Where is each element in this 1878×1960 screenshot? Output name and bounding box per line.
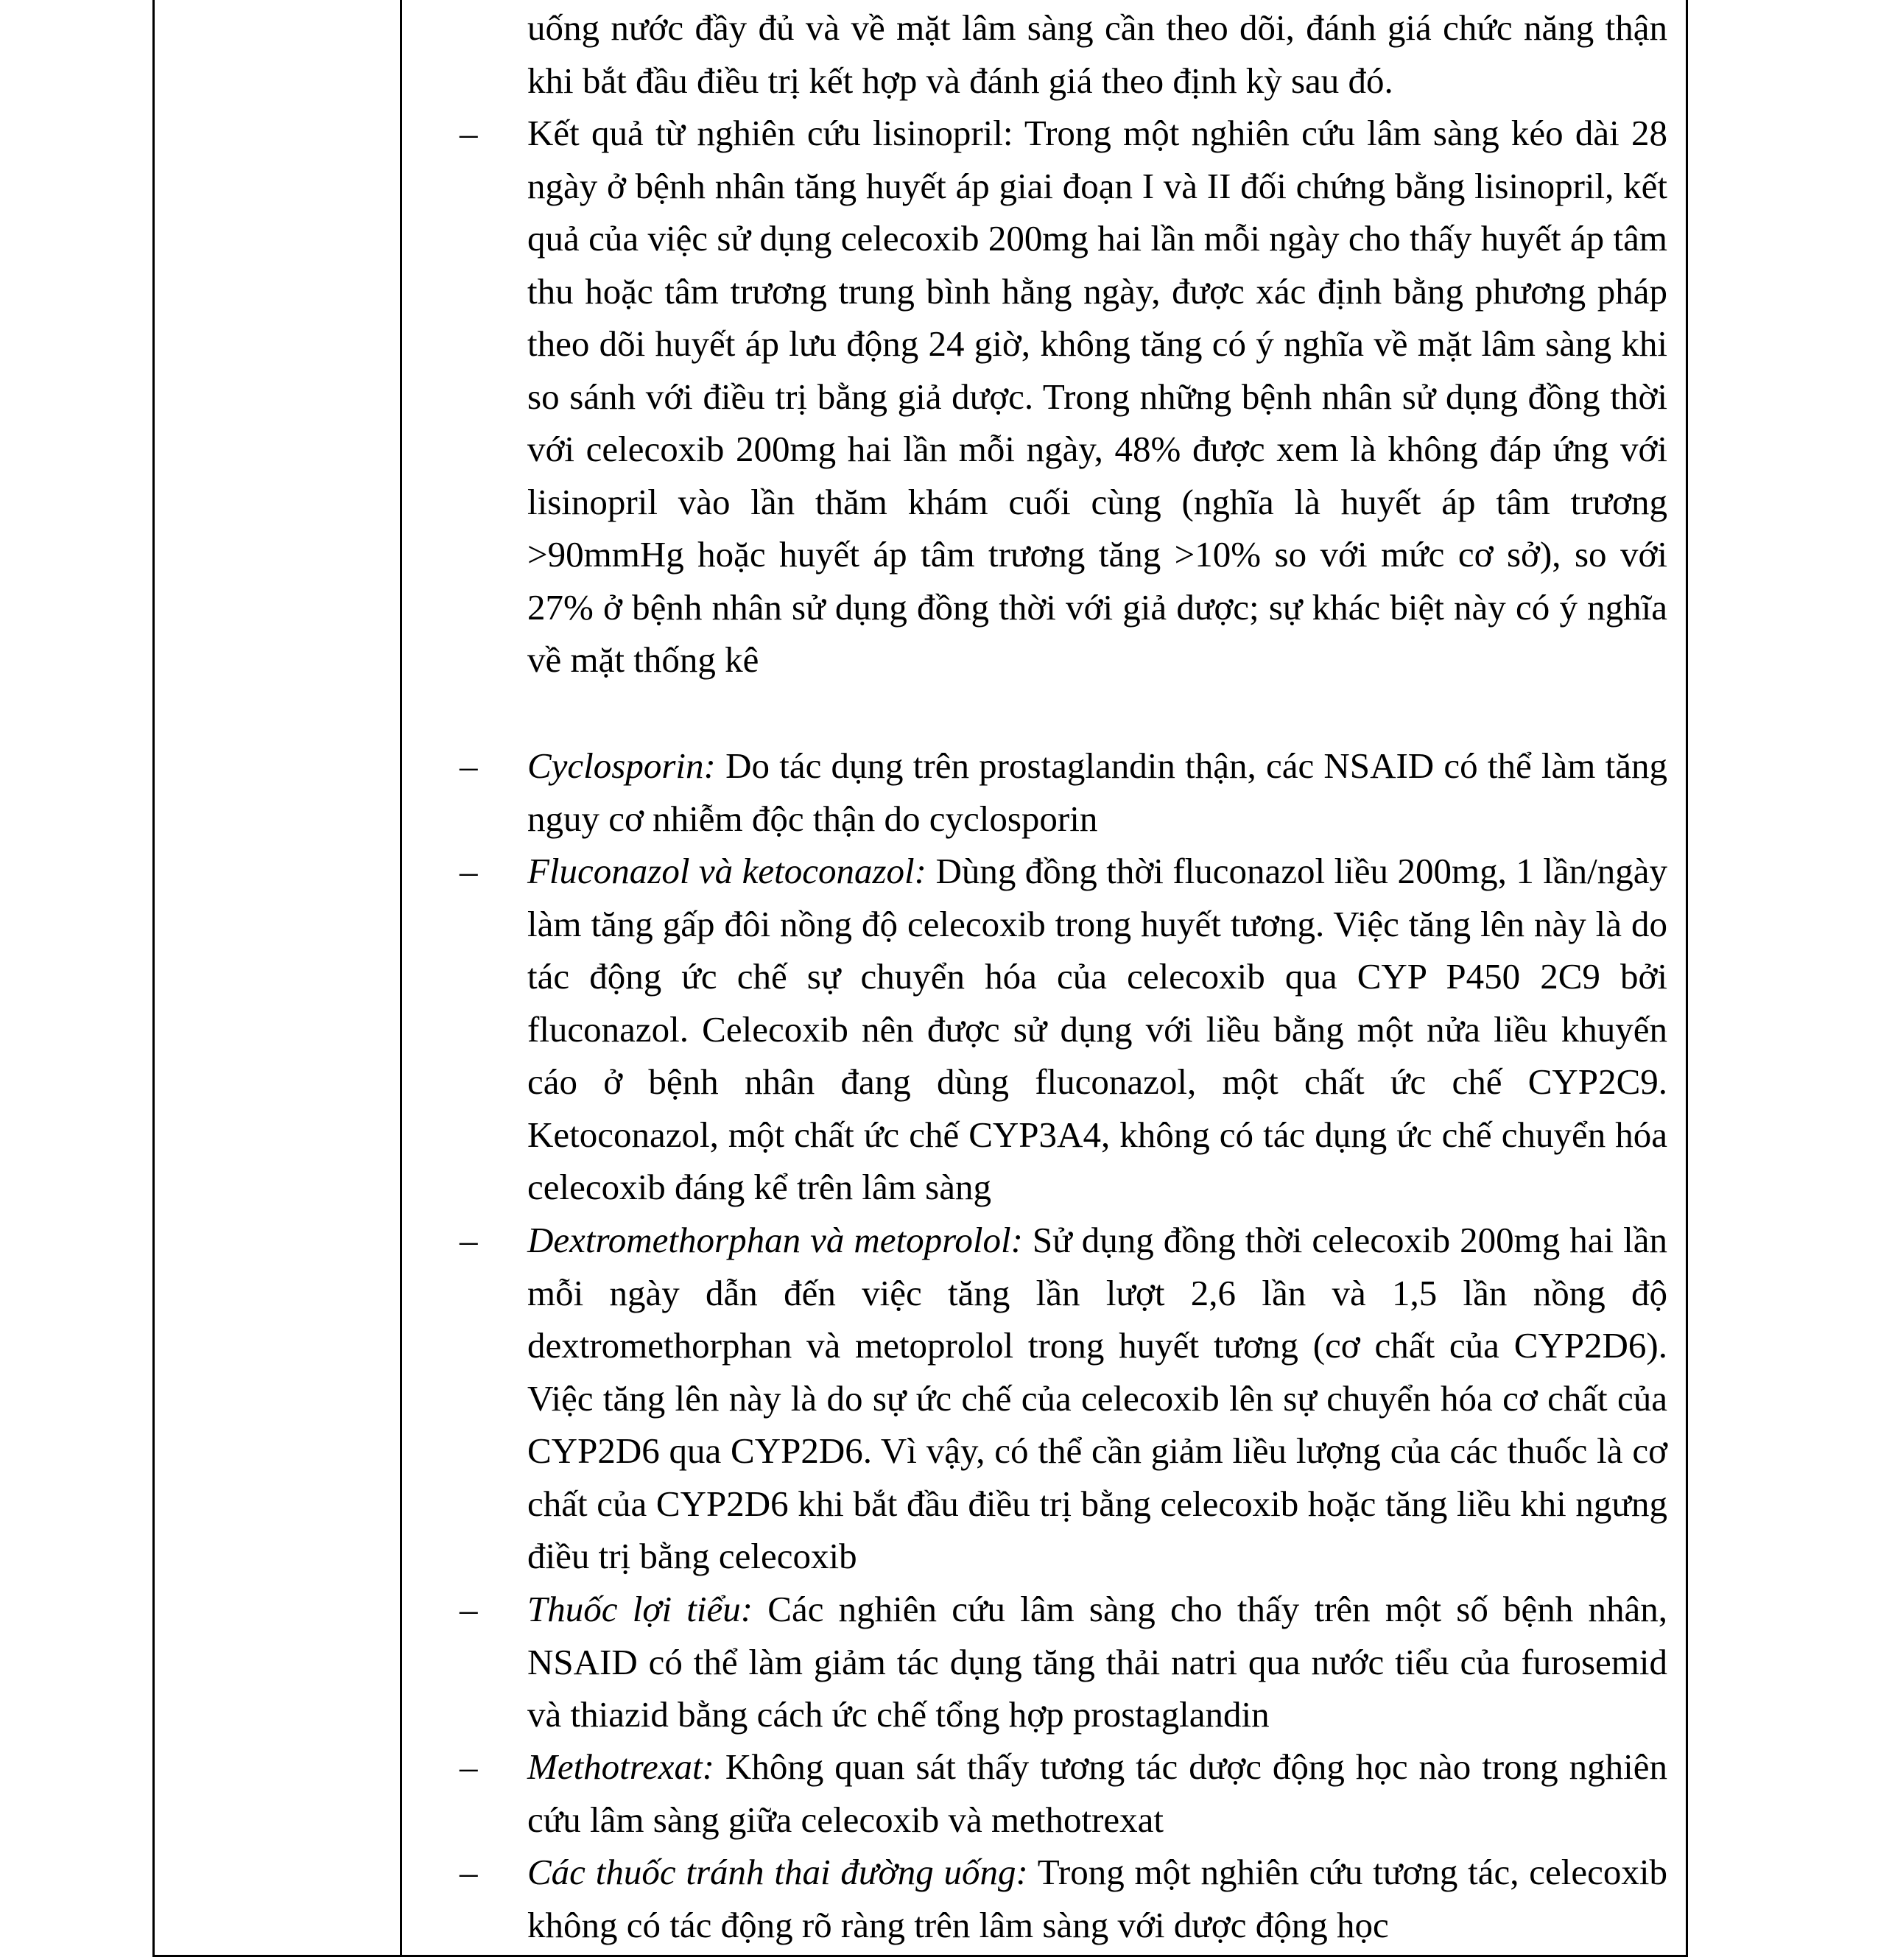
item-body: Sử dụng đồng thời celecoxib 200mg hai lần mỗi ngày dẫn đến việc tăng lần lượt 2,6 lần và 1,5 lần nồng độ dextromethorphan và metoprolol trong huyết tương (cơ chất của CYP2D6). Việc tăng lên này là do sự ức chế của celecoxib lên sự chuyển hóa cơ chất của CYP2D6 qua CYP2D6. Vì vậy, có thể cần giảm liều lượng của các thuốc là cơ chất của CYP2D6 khi bắt đầu điều trị bằng celecoxib hoặc tăng liều khi ngưng điều trị bằng celecoxib	[527, 1220, 1667, 1576]
list-item-text	[527, 1846, 1667, 1951]
column-divider	[400, 0, 402, 1955]
item-body: Không quan sát thấy tương tác dược động học nào trong nghiên cứu lâm sàng giữa celecoxib và methotrexat	[527, 1746, 1667, 1840]
list-item-text	[527, 107, 1667, 686]
continuation-paragraph: uống nước đầy đủ và về mặt lâm sàng cần theo dõi, đánh giá chức năng thận khi bắt đầu điều trị kết hợp và đánh giá theo định kỳ sau đó.	[527, 7, 1667, 101]
bullet-dash: –	[460, 745, 478, 786]
list-item-text	[527, 1741, 1667, 1846]
item-term: Cyclosporin:	[527, 745, 716, 786]
bullet-dash: –	[460, 1852, 478, 1892]
list-item-text	[527, 845, 1667, 1214]
item-term: Methotrexat:	[527, 1746, 714, 1787]
item-term: Thuốc lợi tiểu:	[527, 1589, 753, 1629]
item-term: Dextromethorphan và metoprolol:	[527, 1220, 1023, 1260]
bullet-dash: –	[460, 113, 478, 153]
bullet-dash: –	[460, 1746, 478, 1787]
bullet-dash: –	[460, 1589, 478, 1629]
item-body: Trong một nghiên cứu tương tác, celecoxib không có tác động rõ ràng trên lâm sàng với dược động học	[527, 1852, 1667, 1945]
item-body: Dùng đồng thời fluconazol liều 200mg, 1 lần/ngày làm tăng gấp đôi nồng độ celecoxib trong huyết tương. Việc tăng lên này là do tác động ức chế sự chuyển hóa của celecoxib qua CYP P450 2C9 bởi fluconazol. Celecoxib nên được sử dụng với liều bằng một nửa liều khuyến cáo ở bệnh nhân đang dùng fluconazol, một chất ức chế CYP2C9. Ketoconazol, một chất ức chế CYP3A4, không có tác dụng ức chế chuyển hóa celecoxib đáng kể trên lâm sàng	[527, 851, 1667, 1207]
list-item-text	[527, 740, 1667, 845]
bullet-dash: –	[460, 1220, 478, 1260]
list-item-text	[527, 1583, 1667, 1741]
item-body: Do tác dụng trên prostaglandin thận, các NSAID có thể làm tăng nguy cơ nhiễm độc thận do cyclosporin	[527, 745, 1667, 839]
item-body: Các nghiên cứu lâm sàng cho thấy trên một số bệnh nhân, NSAID có thể làm giảm tác dụng tăng thải natri qua nước tiểu của furosemid và thiazid bằng cách ức chế tổng hợp prostaglandin	[527, 1589, 1667, 1735]
item-term: Các thuốc tránh thai đường uống:	[527, 1852, 1028, 1892]
item-body: Kết quả từ nghiên cứu lisinopril: Trong một nghiên cứu lâm sàng kéo dài 28 ngày ở bệnh nhân tăng huyết áp giai đoạn I và II đối chứng bằng lisinopril, kết quả của việc sử dụng celecoxib 200mg hai lần mỗi ngày cho thấy huyết áp tâm thu hoặc tâm trương trung bình hằng ngày, được xác định bằng phương pháp theo dõi huyết áp lưu động 24 giờ, không tăng có ý nghĩa về mặt lâm sàng khi so sánh với điều trị bằng giả dược. Trong những bệnh nhân sử dụng đồng thời với celecoxib 200mg hai lần mỗi ngày, 48% được xem là không đáp ứng với lisinopril vào lần thăm khám cuối cùng (nghĩa là huyết áp tâm trương >90mmHg hoặc huyết áp tâm trương tăng >10% so với mức cơ sở), so với 27% ở bệnh nhân sử dụng đồng thời với giả dược; sự khác biệt này có ý nghĩa về mặt thống kê	[527, 113, 1667, 680]
item-term: Fluconazol và ketoconazol:	[527, 851, 926, 891]
list-item-text	[527, 1214, 1667, 1583]
bullet-dash: –	[460, 851, 478, 891]
